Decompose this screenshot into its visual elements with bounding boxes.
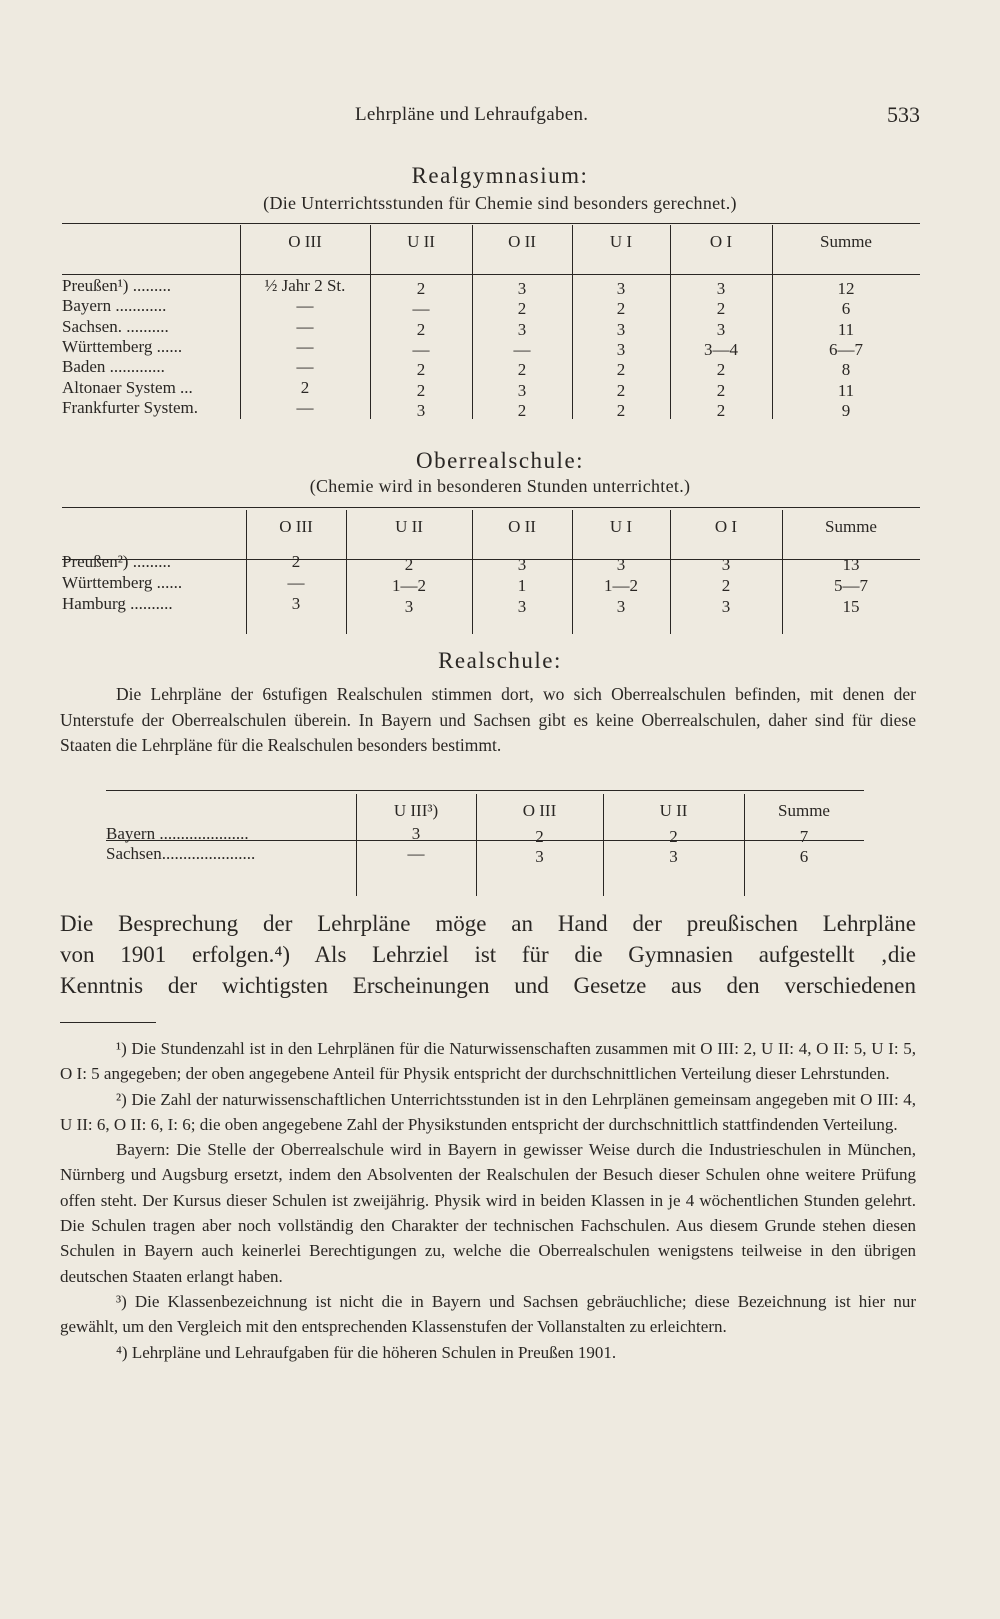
- footnote-2: ²) Die Zahl der naturwissenschaftlichen Unterrichtsstunden ist in den Lehrplänen gemeinsam angegeben mit O III: 4, U II: 6, O II: 6, I: 6; die oben angegebene Zahl der Physikstunden entspricht der durchschnittlich stattfindenden Verteilung.: [60, 1089, 916, 1134]
- table-cell: 2: [416, 380, 426, 400]
- table-cell: —: [287, 573, 305, 592]
- realschule-heading: Realschule:: [438, 648, 562, 673]
- table-cell: 2: [517, 299, 527, 319]
- table-cell: 3: [616, 279, 626, 298]
- table-cell: 9: [841, 400, 851, 420]
- table-cell: 2: [300, 377, 310, 397]
- oberrealschule-note: (Chemie wird in besonderen Stunden unterrichtet.): [309, 476, 691, 496]
- column-header: Summe: [778, 801, 830, 820]
- table-cell: —: [296, 397, 314, 417]
- row-label: Baden .............: [62, 357, 165, 377]
- column-header: O II: [508, 232, 536, 251]
- table-cell: 3: [616, 555, 626, 574]
- column-header: U II: [659, 801, 688, 820]
- realgymnasium-note: (Die Unterrichtsstunden für Chemie sind besonders gerechnet.): [263, 193, 737, 213]
- table-cell: 3: [291, 594, 301, 613]
- table-cell: —: [407, 844, 425, 863]
- table-cell: 2: [416, 360, 426, 380]
- table-cell: 3: [721, 597, 731, 616]
- table-cell: 3: [517, 380, 527, 400]
- table-cell: 2: [291, 552, 301, 571]
- column-header: U II: [407, 232, 435, 251]
- table-cell: 6: [799, 847, 809, 866]
- column-header: O II: [508, 517, 536, 536]
- table-cell: 2: [721, 576, 731, 595]
- table-cell: 2: [517, 360, 527, 380]
- table-cell: 3: [404, 597, 414, 616]
- table-cell: 1: [517, 576, 527, 595]
- oberrealschule-heading: Oberrealschule:: [415, 448, 585, 473]
- body-line: Kenntnis der wichtigsten Erscheinungen und Gesetze aus den verschiedenen: [60, 973, 916, 998]
- row-label: Sachsen......................: [106, 844, 256, 863]
- table-cell: 3: [535, 847, 544, 866]
- table-cell: 2: [616, 360, 626, 380]
- column-header: O III: [522, 801, 557, 820]
- column-header: O III: [279, 517, 313, 536]
- table-cell: 3: [616, 597, 626, 616]
- column-header: O I: [714, 517, 738, 536]
- column-header: O III: [288, 232, 322, 251]
- table-cell: 3: [616, 319, 626, 339]
- table-cell: 2: [716, 299, 726, 319]
- table-cell: 3: [716, 279, 726, 298]
- table-cell: —: [296, 336, 314, 356]
- realschule-table: [106, 788, 864, 896]
- table-cell: 3: [721, 555, 731, 574]
- row-label: Frankfurter System.: [62, 397, 198, 417]
- table-cell: 13: [842, 555, 860, 574]
- table-cell: 7: [799, 827, 809, 846]
- row-label: Preußen²) .........: [62, 552, 171, 571]
- table-cell: 2: [517, 400, 527, 420]
- table-cell: —: [513, 339, 531, 359]
- row-label: Preußen¹) .........: [62, 276, 171, 295]
- body-line: Die Besprechung der Lehrpläne möge an Hand der preußischen Lehrpläne: [60, 911, 916, 936]
- body-text: [60, 908, 916, 1001]
- row-label: Württemberg ......: [62, 573, 183, 592]
- table-cell: 11: [837, 319, 855, 339]
- table-cell: 6: [841, 299, 851, 319]
- column-header: Summe: [825, 517, 877, 536]
- table-cell: 3: [517, 597, 527, 616]
- table-cell: 5—7: [834, 576, 868, 595]
- column-header: U II: [395, 517, 423, 536]
- row-label: Württemberg ......: [62, 336, 183, 356]
- realgymnasium-heading: Realgymnasium:: [411, 163, 589, 188]
- footnote-rule: [60, 1022, 156, 1023]
- table-cell: —: [296, 296, 314, 316]
- oberrealschule-table: [62, 504, 920, 634]
- table-cell: 6—7: [829, 339, 863, 359]
- table-cell: 2: [669, 827, 678, 846]
- table-cell: 2: [716, 400, 726, 420]
- table-cell: 11: [837, 380, 855, 400]
- footnote-bayern: Bayern: Die Stelle der Oberrealschule wird in Bayern in gewisser Weise durch die Industrieschulen in München, Nürnberg und Augsburg ersetzt, indem den Absolventen der Realschulen der Besuch dieser Schulen ohne weitere Prüfung offen steht. Der Kursus dieser Schulen ist zweijährig. Physik wird in beiden Klassen in je 4 wöchentlichen Stunden gelehrt. Die Schulen tragen aber noch vollständig den Charakter der technischen Fachschulen. Aus diesem Grunde stehen diesen Schulen in Bayern auch keinerlei Berechtigungen zu, welche die Oberrealschulen wenigstens teilweise in den übrigen deutschen Staaten erlangt haben.: [60, 1140, 916, 1286]
- row-label: Hamburg ..........: [62, 594, 173, 613]
- footnote-4: ⁴) Lehrpläne und Lehraufgaben für die höheren Schulen in Preußen 1901.: [116, 1342, 617, 1362]
- table-cell: 3: [716, 319, 726, 339]
- row-label: Bayern .....................: [106, 824, 249, 843]
- table-cell: 3: [411, 824, 421, 843]
- table-cell: —: [296, 357, 314, 377]
- table-cell: —: [412, 339, 430, 359]
- row-label: Bayern ............: [62, 296, 167, 316]
- table-cell: 2: [416, 279, 426, 298]
- table-cell: 15: [842, 597, 860, 616]
- realschule-paragraph: [60, 682, 916, 759]
- column-header: Summe: [820, 232, 872, 251]
- table-cell: 3: [517, 555, 527, 574]
- table-cell: 3: [616, 339, 626, 359]
- table-cell: 2: [404, 555, 414, 574]
- table-cell: 2: [616, 400, 626, 420]
- footnote-3: ³) Die Klassenbezeichnung ist nicht die in Bayern und Sachsen gebräuchliche; diese Bezeichnung ist hier nur gewählt, um den Vergleich mit den entsprechenden Klassenstufen der Vollanstalten zu erleichtern.: [60, 1291, 916, 1337]
- table-cell: 2: [716, 360, 726, 380]
- table-cell: —: [412, 299, 430, 319]
- page-number: 533: [887, 102, 920, 127]
- table-cell: 2: [716, 380, 726, 400]
- table-cell: 3—4: [704, 339, 738, 359]
- table-cell: 2: [416, 319, 426, 339]
- table-cell: 3: [669, 847, 678, 866]
- column-header: U III³): [393, 801, 439, 820]
- table-cell: ½ Jahr 2 St.: [264, 276, 346, 295]
- table-cell: 3: [517, 279, 527, 298]
- table-cell: 8: [841, 360, 851, 380]
- table-cell: 3: [416, 400, 426, 420]
- realschule-text: Die Lehrpläne der 6stufigen Realschulen stimmen dort, wo sich Oberrealschulen befinden, mit denen der Unterstufe der Oberrealschulen überein. In Bayern und Sachsen gibt es keine Oberrealschulen, daher sind für diese Staaten die Lehrpläne für die Realschulen besonders bestimmt.: [60, 684, 916, 755]
- row-label: Altonaer System ...: [62, 377, 193, 397]
- realgymnasium-table: [62, 219, 920, 419]
- column-header: O I: [709, 232, 733, 251]
- footnote-1: ¹) Die Stundenzahl ist in den Lehrplänen für die Naturwissenschaften zusammen mit O III: 2, U II: 4, O II: 5, U I: 5, O I: 5 angegeben; der oben angegebene Anteil für Physik entspricht der durchschnittlichen Verteilung dieser Lehrstunden.: [60, 1039, 916, 1084]
- running-title: Lehrpläne und Lehraufgaben.: [355, 104, 589, 125]
- table-cell: 12: [837, 279, 855, 298]
- row-label: Sachsen. ..........: [62, 316, 169, 336]
- table-cell: 2: [535, 827, 544, 846]
- table-cell: 1—2: [604, 576, 638, 595]
- table-cell: 2: [616, 299, 626, 319]
- table-cell: 1—2: [392, 576, 426, 595]
- table-cell: 2: [616, 380, 626, 400]
- table-cell: —: [296, 316, 314, 336]
- table-cell: 3: [517, 319, 527, 339]
- body-line: von 1901 erfolgen.⁴) Als Lehrziel ist für die Gymnasien aufgestellt ‚die: [60, 942, 916, 967]
- footnotes: [60, 1036, 916, 1365]
- column-header: U I: [609, 232, 633, 251]
- column-header: U I: [609, 517, 633, 536]
